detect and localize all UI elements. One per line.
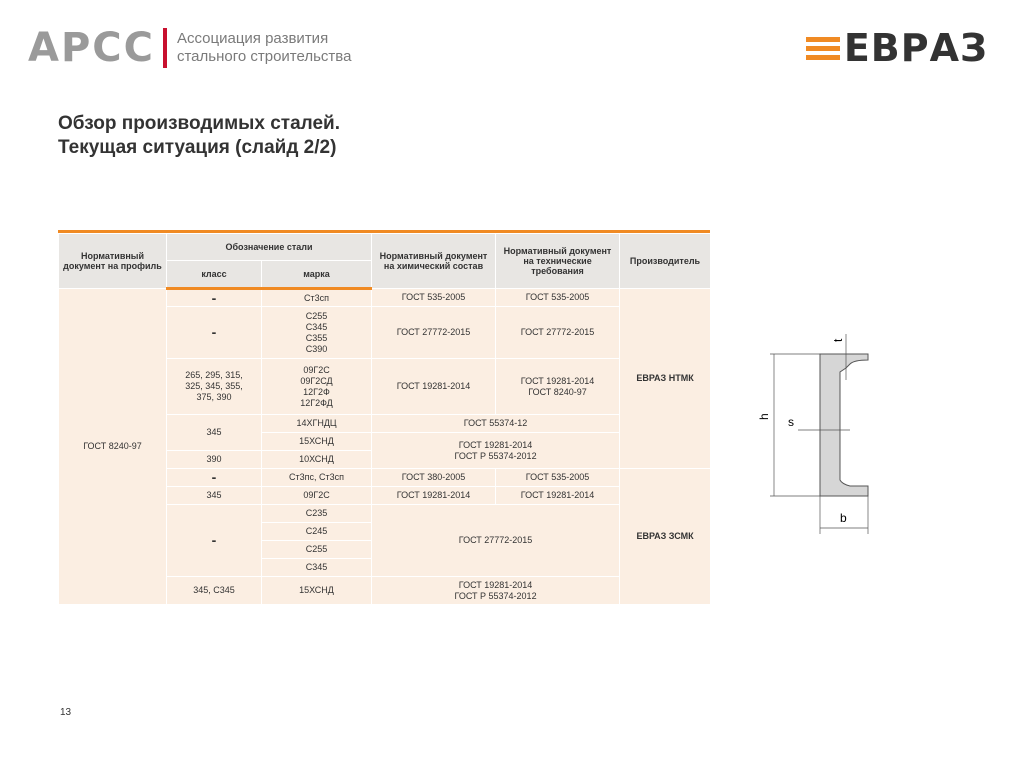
apcc-tagline-line1: Ассоциация развития <box>176 30 329 47</box>
apcc-tagline-line2: стального строительства <box>176 48 352 65</box>
steel-table-wrapper <box>58 224 710 605</box>
channel-section-diagram <box>750 320 890 540</box>
klass-cell: 345 <box>167 487 262 505</box>
header-steel-designation: Обозначение стали <box>167 234 372 261</box>
table-top-rule <box>58 224 710 233</box>
evraz-word: ЕВРАЗ <box>843 26 988 70</box>
marka-cell: Ст3пс, Ст3сп <box>262 469 372 487</box>
steel-table <box>58 233 711 605</box>
apcc-logo <box>28 26 351 70</box>
header-chem-doc: Нормативный документ на химический состав <box>372 234 496 289</box>
table-row <box>59 289 711 307</box>
marka-cell: С345 <box>262 559 372 577</box>
title-line-2: Текущая ситуация (слайд 2/2) <box>58 137 337 158</box>
marka-cell: 15ХСНД <box>262 577 372 605</box>
marka-cell: С245 <box>262 523 372 541</box>
tech-doc-cell: ГОСТ 535-2005 <box>496 469 620 487</box>
marka-cell: 15ХСНД <box>262 433 372 451</box>
header-klass: класс <box>167 261 262 289</box>
marka-cell: С255 С345 С355 С390 <box>262 307 372 359</box>
label-t: t <box>831 338 845 342</box>
tech-doc-cell: ГОСТ 27772-2015 <box>496 307 620 359</box>
klass-cell: 345 <box>167 415 262 451</box>
merged-doc-cell: ГОСТ 27772-2015 <box>372 505 620 577</box>
klass-cell: 265, 295, 315, 325, 345, 355, 375, 390 <box>167 359 262 415</box>
marka-cell: С255 <box>262 541 372 559</box>
chem-doc-cell: ГОСТ 27772-2015 <box>372 307 496 359</box>
klass-cell: - <box>167 469 262 487</box>
header-tech-doc: Нормативный документ на технические требования <box>496 234 620 289</box>
page-number: 13 <box>60 707 72 718</box>
header-marka: марка <box>262 261 372 289</box>
marka-cell: 10ХСНД <box>262 451 372 469</box>
apcc-mark: АРСС <box>28 25 155 71</box>
marka-cell: Ст3сп <box>262 289 372 307</box>
marka-cell: 09Г2С 09Г2СД 12Г2Ф 12Г2ФД <box>262 359 372 415</box>
profile-doc-cell: ГОСТ 8240-97 <box>59 289 167 605</box>
chem-doc-cell: ГОСТ 380-2005 <box>372 469 496 487</box>
channel-profile-shape <box>820 354 868 496</box>
klass-cell: - <box>167 307 262 359</box>
tech-doc-cell: ГОСТ 535-2005 <box>496 289 620 307</box>
merged-doc-cell: ГОСТ 19281-2014 ГОСТ Р 55374-2012 <box>372 433 620 469</box>
chem-doc-cell: ГОСТ 19281-2014 <box>372 487 496 505</box>
tech-doc-cell: ГОСТ 19281-2014 ГОСТ 8240-97 <box>496 359 620 415</box>
header-producer: Производитель <box>620 234 711 289</box>
title-line-1: Обзор производимых сталей. <box>58 113 340 134</box>
tech-doc-cell: ГОСТ 19281-2014 <box>496 487 620 505</box>
marka-cell: С235 <box>262 505 372 523</box>
logo-divider <box>163 28 167 68</box>
apcc-tagline <box>177 30 351 66</box>
producer-cell: ЕВРАЗ ЗСМК <box>620 469 711 605</box>
producer-cell: ЕВРАЗ НТМК <box>620 289 711 469</box>
marka-cell: 14ХГНДЦ <box>262 415 372 433</box>
header-profile-doc: Нормативный документ на профиль <box>59 234 167 289</box>
klass-cell: - <box>167 505 262 577</box>
merged-doc-cell: ГОСТ 55374-12 <box>372 415 620 433</box>
klass-cell: 390 <box>167 451 262 469</box>
klass-cell: 345, С345 <box>167 577 262 605</box>
merged-doc-cell: ГОСТ 19281-2014 ГОСТ Р 55374-2012 <box>372 577 620 605</box>
evraz-stripes-icon <box>806 35 840 62</box>
label-s: s <box>788 415 794 429</box>
evraz-logo <box>806 26 988 70</box>
label-h: h <box>757 413 771 420</box>
marka-cell: 09Г2С <box>262 487 372 505</box>
label-b: b <box>840 511 847 525</box>
slide-title <box>58 112 340 160</box>
chem-doc-cell: ГОСТ 19281-2014 <box>372 359 496 415</box>
klass-cell: - <box>167 289 262 307</box>
chem-doc-cell: ГОСТ 535-2005 <box>372 289 496 307</box>
